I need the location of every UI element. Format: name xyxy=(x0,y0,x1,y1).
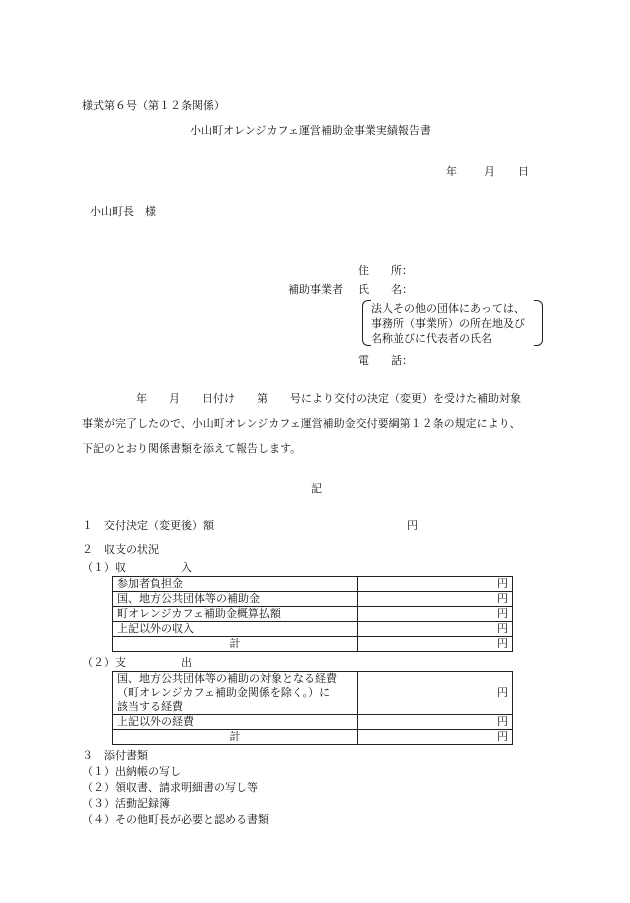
body-line-1: 年 月 日付け 第 号により交付の決定（変更）を受けた補助対象 xyxy=(136,392,521,405)
expense-row-amount: 円 xyxy=(358,715,513,730)
expense-row-label-line-1: 国、地方公共団体等の補助の対象となる経費 xyxy=(117,672,337,685)
note-line-3: 名称並びに代表者の氏名 xyxy=(371,332,492,345)
section3-label: ３ 添付書類 xyxy=(82,749,148,762)
phone-label: 電 話： xyxy=(358,354,413,367)
expense-table xyxy=(112,671,513,745)
expense-row-label: 上記以外の経費 xyxy=(113,715,358,730)
body-line-3: 下記のとおり関係書類を添えて報告します。 xyxy=(82,442,302,455)
expense-total-amount: 円 xyxy=(358,730,513,745)
expense-row-label-line-2: （町オレンジカフェ補助金関係を除く。）に xyxy=(117,686,331,699)
expense-row-amount: 円 xyxy=(358,672,513,715)
expense-heading: （２）支 出 xyxy=(82,656,192,669)
income-row-label: 上記以外の収入 xyxy=(113,622,358,637)
name-label: 氏 名： xyxy=(358,283,413,296)
income-total-amount: 円 xyxy=(358,637,513,652)
income-row-amount: 円 xyxy=(358,607,513,622)
income-row-amount: 円 xyxy=(358,592,513,607)
attachment-item-1: （１）出納帳の写し xyxy=(82,765,181,778)
address-label: 住 所： xyxy=(358,264,413,277)
note-line-1: 法人その他の団体にあっては、 xyxy=(371,302,525,315)
table-row xyxy=(113,577,513,592)
table-row xyxy=(113,637,513,652)
note-bracket-right xyxy=(534,300,543,346)
income-row-label: 国、地方公共団体等の補助金 xyxy=(113,592,358,607)
section2-label: ２ 収支の状況 xyxy=(82,543,159,556)
table-row xyxy=(113,715,513,730)
addressee: 小山町長 様 xyxy=(90,205,156,218)
table-row xyxy=(113,672,513,715)
attachment-item-3: （３）活動記録簿 xyxy=(82,797,170,810)
expense-row-label-line-3: 該当する経費 xyxy=(117,700,183,713)
income-row-amount: 円 xyxy=(358,622,513,637)
expense-row-label xyxy=(113,672,358,715)
date-month: 月 xyxy=(484,165,495,178)
income-row-label: 参加者負担金 xyxy=(113,577,358,592)
section1-unit: 円 xyxy=(407,519,418,532)
ki-heading: 記 xyxy=(311,482,322,495)
expense-total-label: 計 xyxy=(113,730,358,745)
income-heading: （１）収 入 xyxy=(82,561,192,574)
income-row-amount: 円 xyxy=(358,577,513,592)
attachment-item-4: （４）その他町長が必要と認める書類 xyxy=(82,813,269,826)
date-day: 日 xyxy=(518,165,529,178)
income-table xyxy=(112,576,513,652)
section1-label: １ 交付決定（変更後）額 xyxy=(82,519,214,532)
income-total-label: 計 xyxy=(113,637,358,652)
table-row xyxy=(113,592,513,607)
body-line-2: 事業が完了したので、小山町オレンジカフェ運営補助金交付要綱第１２条の規定により、 xyxy=(82,417,521,430)
table-row xyxy=(113,622,513,637)
table-row xyxy=(113,730,513,745)
attachment-item-2: （２）領収書、請求明細書の写し等 xyxy=(82,781,258,794)
note-bracket-left xyxy=(362,300,371,346)
note-line-2: 事務所（事業所）の所在地及び xyxy=(371,317,525,330)
income-row-label: 町オレンジカフェ補助金概算払額 xyxy=(113,607,358,622)
document-title: 小山町オレンジカフェ運営補助金事業実績報告書 xyxy=(190,124,431,137)
applicant-group-label: 補助事業者 xyxy=(288,283,343,296)
date-year: 年 xyxy=(446,165,457,178)
table-row xyxy=(113,607,513,622)
form-number: 様式第６号（第１２条関係） xyxy=(82,99,225,112)
